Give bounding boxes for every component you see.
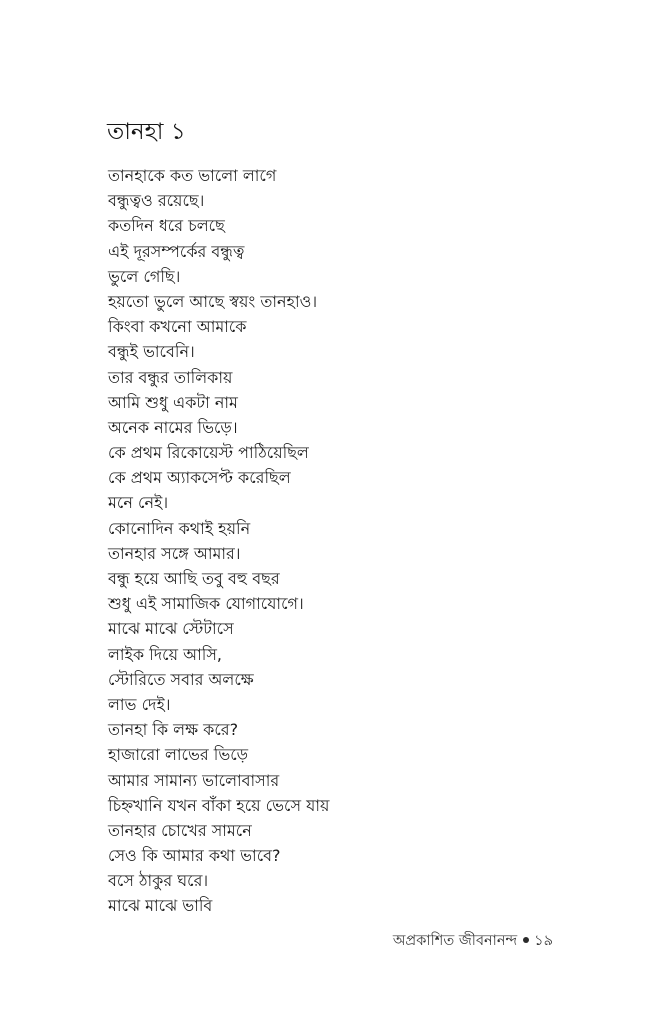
poem-line: বসে ঠাকুর ঘরে। — [108, 871, 209, 891]
page-number: ১৯ — [534, 933, 553, 949]
poem-line: তানহার সঙ্গে আমার। — [108, 543, 241, 563]
poem-line: হয়তো ভুলে আছে স্বয়ং তানহাও। — [108, 291, 318, 311]
poem-line: সেও কি আমার কথা ভাবে? — [108, 846, 281, 866]
poem-line: বন্ধু হয়ে আছি তবু বহু বছর — [108, 569, 280, 588]
poem-line: কে প্রথম রিকোয়েস্ট পাঠিয়েছিল — [108, 443, 309, 463]
poem-line: কে প্রথম অ্যাকসেপ্ট করেছিল — [108, 468, 291, 488]
poem-line: লাইক দিয়ে আসি, — [108, 644, 222, 664]
poem-line: চিহ্নখানি যখন বাঁকা হয়ে ভেসে যায় — [108, 795, 330, 815]
poem-line: কোনোদিন কথাই হয়নি — [108, 518, 251, 538]
poem-line: আমি শুধু একটা নাম — [108, 392, 238, 412]
poem-line: কিংবা কখনো আমাকে — [108, 317, 247, 337]
poem-line: অনেক নামের ভিড়ে। — [108, 417, 238, 437]
poem-line: আমার সামান্য ভালোবাসার — [108, 770, 280, 790]
poem-line: মাঝে মাঝে ভাবি — [108, 896, 213, 916]
poem-line: এই দূরসম্পর্কের বন্ধুত্ব — [108, 241, 245, 261]
poem-line: তার বন্ধুর তালিকায় — [108, 367, 233, 387]
bullet-separator — [523, 937, 529, 943]
running-head-book-title: অপ্রকাশিত জীবনানন্দ — [392, 933, 518, 949]
poem-line: তানহার চোখের সামনে — [108, 820, 252, 840]
poem-body — [108, 163, 329, 919]
page-footer — [393, 930, 553, 952]
poem-line: মাঝে মাঝে স্টেটাসে — [108, 619, 234, 639]
poem-line: কতদিন ধরে চলছে — [108, 216, 225, 236]
poem-title: তানহা ১ — [107, 119, 186, 145]
poem-line: স্টোরিতে সবার অলক্ষে — [108, 669, 254, 689]
poem-line: শুধু এই সামাজিক যোগাযোগে। — [108, 594, 304, 614]
poem-line: তানহা কি লক্ষ করে? — [108, 720, 239, 740]
poem-line: বন্ধুত্বও রয়েছে। — [108, 191, 205, 211]
poem-line: মনে নেই। — [108, 493, 169, 513]
poem-line: তানহাকে কত ভালো লাগে — [108, 166, 277, 185]
poem-line: লাভ দেই। — [108, 694, 171, 714]
poem-line: ভুলে গেছি। — [108, 266, 181, 286]
poem-line: হাজারো লাভের ভিড়ে — [108, 745, 249, 765]
poem-line: বন্ধুই ভাবেনি। — [108, 342, 195, 362]
